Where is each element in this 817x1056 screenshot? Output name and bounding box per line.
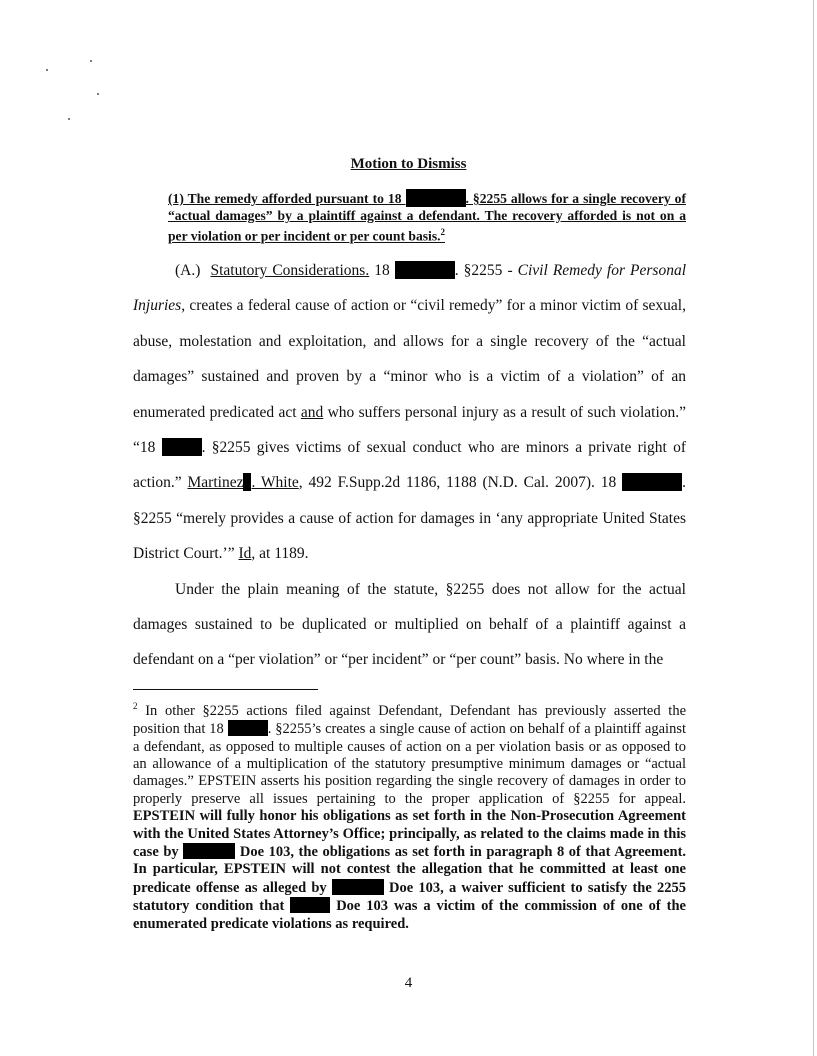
redaction-box xyxy=(162,438,202,456)
body-text xyxy=(133,253,686,678)
emphasis-and: and xyxy=(300,403,324,421)
footnote xyxy=(133,698,686,933)
footnote-bold-text: Doe 103, the obligations as set forth in paragraph 8 of that Agreement. In particular, EPSTEIN will not contest the allegation that he committed at least one predicate offense as alleged by xyxy=(133,844,687,896)
para-label: (A.) xyxy=(175,262,201,279)
redaction-box xyxy=(183,843,235,859)
para-label-underlined: Statutory Considerations. xyxy=(210,262,370,279)
footnote-bold-text: Doe 103 was a victim of the commission of one of the enumerated predicate violations as required. xyxy=(133,898,686,932)
case-name: . White xyxy=(251,474,299,492)
footnote-text: . §2255’s creates a single cause of action on behalf of a plaintiff against a defendant, as opposed to multiple causes of action on a per violation basis or as opposed to an allowance of a multiplication of the statutory presumptive minimum damages or “actual damages.” EPSTEIN asserts his position regarding the single recovery of damages in order to properly preserve all issues pertaining to the proper application of §2255 for appeal. xyxy=(133,721,686,807)
footnote-ref: 2 xyxy=(440,227,446,237)
redaction-box xyxy=(332,879,384,895)
para-text: 18 xyxy=(374,262,390,279)
redaction-box xyxy=(406,189,466,207)
para-text: . §2255 gives victims of sexual conduct who are minors a private right of action.” xyxy=(133,439,686,492)
footnote-number: 2 xyxy=(133,701,138,711)
para-text: . §2255 “merely provides a cause of action for damages in ‘any appropriate United States District Court.’” xyxy=(133,474,687,563)
heading-part-2: . §2255 allows for a single recovery of “actual damages” by a plaintiff against a defendant. The recovery afforded is not on a per violation or per incident or per count basis. xyxy=(168,191,686,244)
citation-id: Id xyxy=(238,545,252,563)
footnote-bold-text: Doe 103, a waiver sufficient to satisfy the 2255 statutory condition that xyxy=(133,879,686,915)
redaction-box xyxy=(622,473,682,491)
para-text: , at 1189. xyxy=(251,545,309,563)
para-text: who suffers personal injury as a result of such violation.” “18 xyxy=(133,403,687,457)
heading-part-1: (1) The remedy afforded pursuant to 18 xyxy=(168,191,402,206)
paragraph-plain-meaning: Under the plain meaning of the statute, §2255 does not allow for the actual damages sustained to be duplicated or multiplied on behalf of a plaintiff against a defendant on a “per violation” or “per incident” or “per count” basis. No where in the xyxy=(133,580,686,669)
para-text: , 492 F.Supp.2d 1186, 1188 (N.D. Cal. 2007). 18 xyxy=(298,474,617,492)
redaction-box xyxy=(228,720,268,736)
section-heading xyxy=(168,189,686,245)
para-text: . §2255 - xyxy=(454,262,513,279)
paragraph-statutory xyxy=(133,253,686,572)
redaction-box xyxy=(290,897,330,913)
footnote-text: In other §2255 actions filed against Defendant, Defendant has previously asserted the position that 18 xyxy=(133,702,686,738)
footnote-divider xyxy=(133,689,318,690)
page-title: Motion to Dismiss xyxy=(350,156,467,172)
redaction-box xyxy=(395,261,455,279)
statute-title: Civil Remedy for Personal Injuries xyxy=(133,262,686,315)
footnote-bold-text: EPSTEIN will fully honor his obligations as set forth in the Non-Prosecution Agreement with the United States Attorney’s Office; principally, as related to the claims made in this case by xyxy=(133,808,686,861)
page-number: 4 xyxy=(404,975,413,991)
para-text: , creates a federal cause of action or “civil remedy” for a minor victim of sexual, abuse, molestation and exploitation, and allows for a single recovery of the “actual damages” sustained and proven by a “minor who is a victim of a violation” of an enumerated predicated act xyxy=(133,297,686,421)
case-name: Martinez xyxy=(187,474,244,492)
